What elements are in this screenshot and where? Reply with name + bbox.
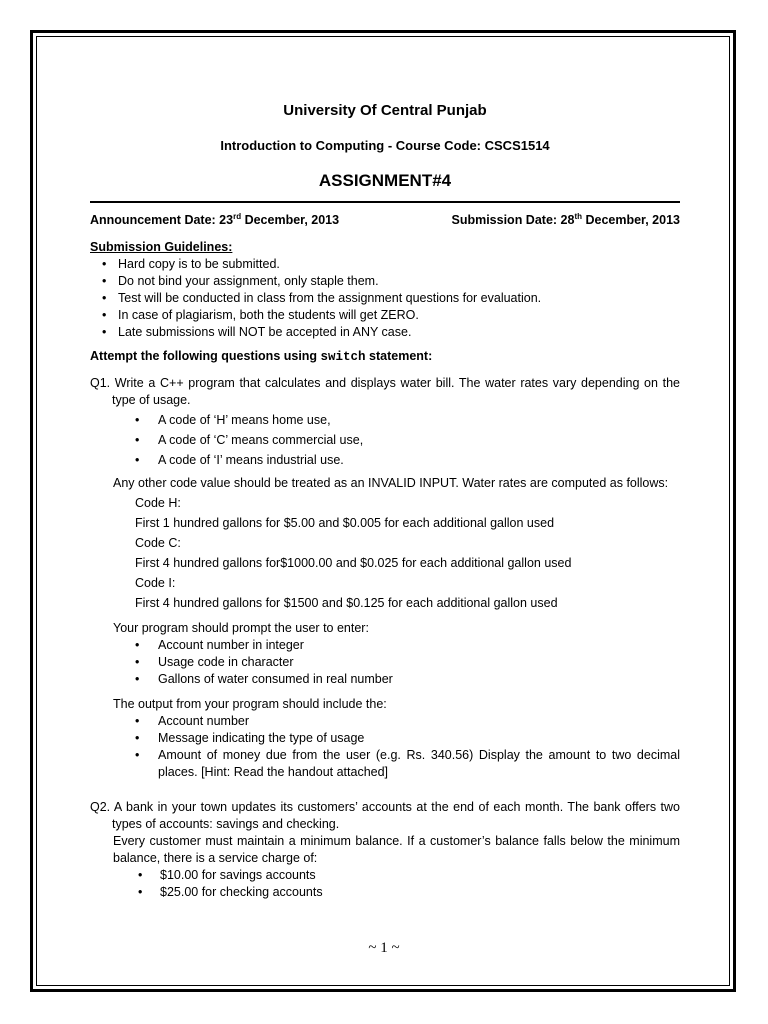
guidelines-list [90,256,680,341]
guideline-item: • In case of plagiarism, both the students will get ZERO. [90,307,680,324]
rate-h-text: First 1 hundred gallons for $5.00 and $0.005 for each additional gallon used [135,516,555,530]
submission-date: Submission Date: 28th December, 2013 [451,211,680,227]
guideline-item: • Late submissions will NOT be accepted in ANY case. [90,324,680,341]
usage-code-item: • A code of ‘I’ means industrial use. [90,452,680,469]
output-list [90,713,680,781]
output-heading: The output from your program should include the: [113,697,387,711]
guideline-item: • Test will be conducted in class from the assignment questions for evaluation. [90,290,680,307]
course-title: Introduction to Computing - Course Code: CSCS1514 [220,138,550,153]
assignment-title: ASSIGNMENT#4 [318,171,452,190]
usage-codes-list [90,412,680,469]
announcement-date: Announcement Date: 23rd December, 2013 [90,211,340,227]
question-2-text-2: Every customer must maintain a minimum balance. If a customer’s balance falls below the minimum balance, there is a service charge of: [113,834,680,865]
service-charge-item: • $25.00 for checking accounts [90,884,680,901]
rate-i-text: First 4 hundred gallons for $1500 and $0.125 for each additional gallon used [135,596,558,610]
question-2-text: Q2. A bank in your town updates its customers’ accounts at the end of each month. The bank offers two types of accounts: savings and checking. [90,800,680,831]
title-divider [90,201,680,203]
guidelines-heading: Submission Guidelines: [90,240,233,254]
invalid-input-note: Any other code value should be treated as an INVALID INPUT. Water rates are computed as follows: [113,476,669,490]
output-item: • Amount of money due from the user (e.g. Rs. 340.56) Display the amount to two decimal places. [Hint: Read the handout attached] [90,747,680,781]
service-charge-item: • $10.00 for savings accounts [90,867,680,884]
question-1-text: Q1. Write a C++ program that calculates and displays water bill. The water rates vary depending on the type of usage. [90,376,680,407]
prompt-item: • Account number in integer [90,637,680,654]
switch-keyword: switch [320,350,366,364]
prompt-list [90,637,680,688]
university-title: University Of Central Punjab [283,102,487,119]
rate-code-i: Code I: [135,576,176,590]
prompt-heading: Your program should prompt the user to enter: [113,621,369,635]
usage-code-item: • A code of ‘C’ means commercial use, [90,432,680,449]
output-item: • Message indicating the type of usage [90,730,680,747]
guideline-item: • Hard copy is to be submitted. [90,256,680,273]
document-page [90,98,680,901]
service-charge-list [90,867,680,901]
output-item: • Account number [90,713,680,730]
page-number: ~ 1 ~ [368,940,400,956]
dates-row [90,212,680,229]
rate-c-text: First 4 hundred gallons for$1000.00 and $0.025 for each additional gallon used [135,556,572,570]
usage-code-item: • A code of ‘H’ means home use, [90,412,680,429]
instructions-line: Attempt the following questions using switch statement: [90,349,433,364]
prompt-item: • Gallons of water consumed in real number [90,671,680,688]
rate-code-h: Code H: [135,496,181,510]
rate-code-c: Code C: [135,536,181,550]
prompt-item: • Usage code in character [90,654,680,671]
guideline-item: • Do not bind your assignment, only staple them. [90,273,680,290]
